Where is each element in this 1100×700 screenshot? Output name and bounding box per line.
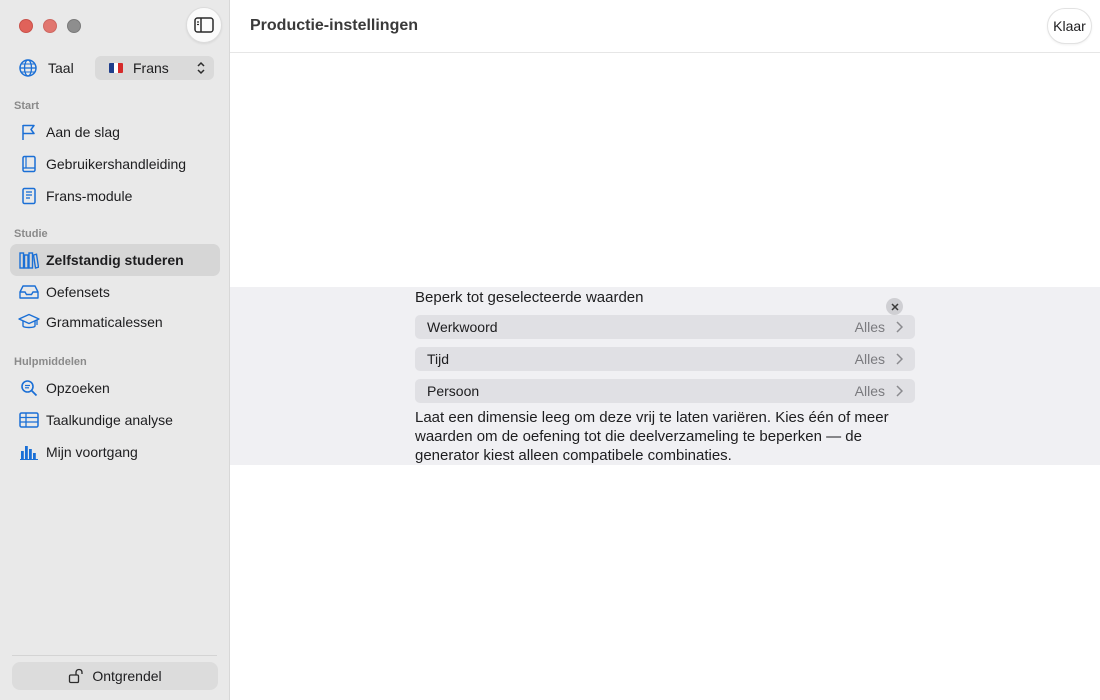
filter-row-werkwoord[interactable] (415, 315, 915, 339)
book-icon (18, 153, 40, 175)
content-header (230, 0, 1100, 53)
window-controls (19, 19, 81, 33)
sidebar-toggle-icon (194, 17, 214, 33)
sidebar-item-label: Mijn voortgang (46, 444, 138, 460)
sidebar-item-label: Zelfstandig studeren (46, 252, 184, 268)
filter-row-persoon[interactable] (415, 379, 915, 403)
globe-icon (18, 58, 38, 78)
filter-row-value: Alles (854, 383, 885, 399)
toggle-sidebar-button[interactable] (186, 7, 222, 43)
magnifier-icon (18, 377, 40, 399)
page-title: Productie-instellingen (250, 17, 419, 34)
language-select-value: Frans (133, 60, 169, 76)
sidebar-divider (12, 655, 217, 656)
filter-panel-description: Laat een dimensie leeg om deze vrij te laten variëren. Kies één of meer waarden om de oefening tot die deelverzameling te beperken — de generator kiest alleen compatibele combinaties. (415, 409, 889, 464)
language-row (18, 56, 213, 80)
sidebar-item-mijn-voortgang[interactable] (10, 436, 220, 468)
section-title-start: Start (14, 100, 40, 112)
sidebar-item-aan-de-slag[interactable] (10, 116, 220, 148)
sidebar-item-label: Taalkundige analyse (46, 412, 173, 428)
sidebar-item-opzoeken[interactable] (10, 372, 220, 404)
books-icon (18, 249, 40, 271)
language-select[interactable] (95, 56, 214, 80)
filter-row-label: Persoon (427, 383, 480, 399)
filter-row-label: Werkwoord (427, 319, 498, 335)
language-label: Taal (48, 60, 74, 76)
filter-row-value: Alles (854, 319, 885, 335)
section-title-studie: Studie (14, 228, 48, 240)
filter-row-label: Tijd (427, 351, 450, 367)
filter-row-value: Alles (854, 351, 885, 367)
section-title-hulpmiddelen: Hulpmiddelen (14, 356, 87, 368)
table-icon (18, 409, 40, 431)
filter-row-tijd[interactable] (415, 347, 915, 371)
sidebar-item-label: Frans-module (46, 188, 133, 204)
chevron-right-icon (896, 321, 903, 333)
chevron-up-down-icon (196, 60, 206, 76)
bar-chart-icon (18, 441, 40, 463)
sidebar-item-gebruikershandleiding[interactable] (10, 148, 220, 180)
sidebar-item-taalkundige-analyse[interactable] (10, 404, 220, 436)
chevron-right-icon (896, 385, 903, 397)
sidebar-item-label: Aan de slag (46, 124, 120, 140)
sidebar-item-frans-module[interactable] (10, 180, 220, 212)
sidebar-item-label: Gebruikershandleiding (46, 156, 187, 172)
minimize-window-button[interactable] (43, 19, 57, 33)
tray-icon (18, 281, 40, 303)
clear-filters-button[interactable] (886, 298, 903, 315)
graduation-cap-icon (18, 311, 40, 333)
filter-panel (230, 287, 1100, 465)
sidebar-item-label: Oefensets (46, 284, 110, 300)
unlock-button-label: Ontgrendel (92, 668, 162, 684)
filter-panel-heading: Beperk tot geselecteerde waarden (415, 289, 644, 306)
done-button[interactable]: Klaar (1047, 8, 1092, 44)
sidebar-item-label: Opzoeken (46, 380, 110, 396)
unlock-button[interactable] (12, 662, 218, 690)
close-icon (891, 303, 899, 311)
sidebar-item-label: Grammaticalessen (46, 314, 163, 330)
chevron-right-icon (896, 353, 903, 365)
sidebar-item-oefensets[interactable] (10, 276, 220, 308)
france-flag-icon (109, 63, 123, 73)
module-book-icon (18, 185, 40, 207)
sidebar-item-grammaticalessen[interactable] (10, 306, 220, 338)
sidebar (0, 0, 230, 700)
unlock-icon (68, 668, 84, 684)
close-window-button[interactable] (19, 19, 33, 33)
zoom-window-button[interactable] (67, 19, 81, 33)
sidebar-item-zelfstandig-studeren[interactable] (10, 244, 220, 276)
flag-icon (18, 121, 40, 143)
